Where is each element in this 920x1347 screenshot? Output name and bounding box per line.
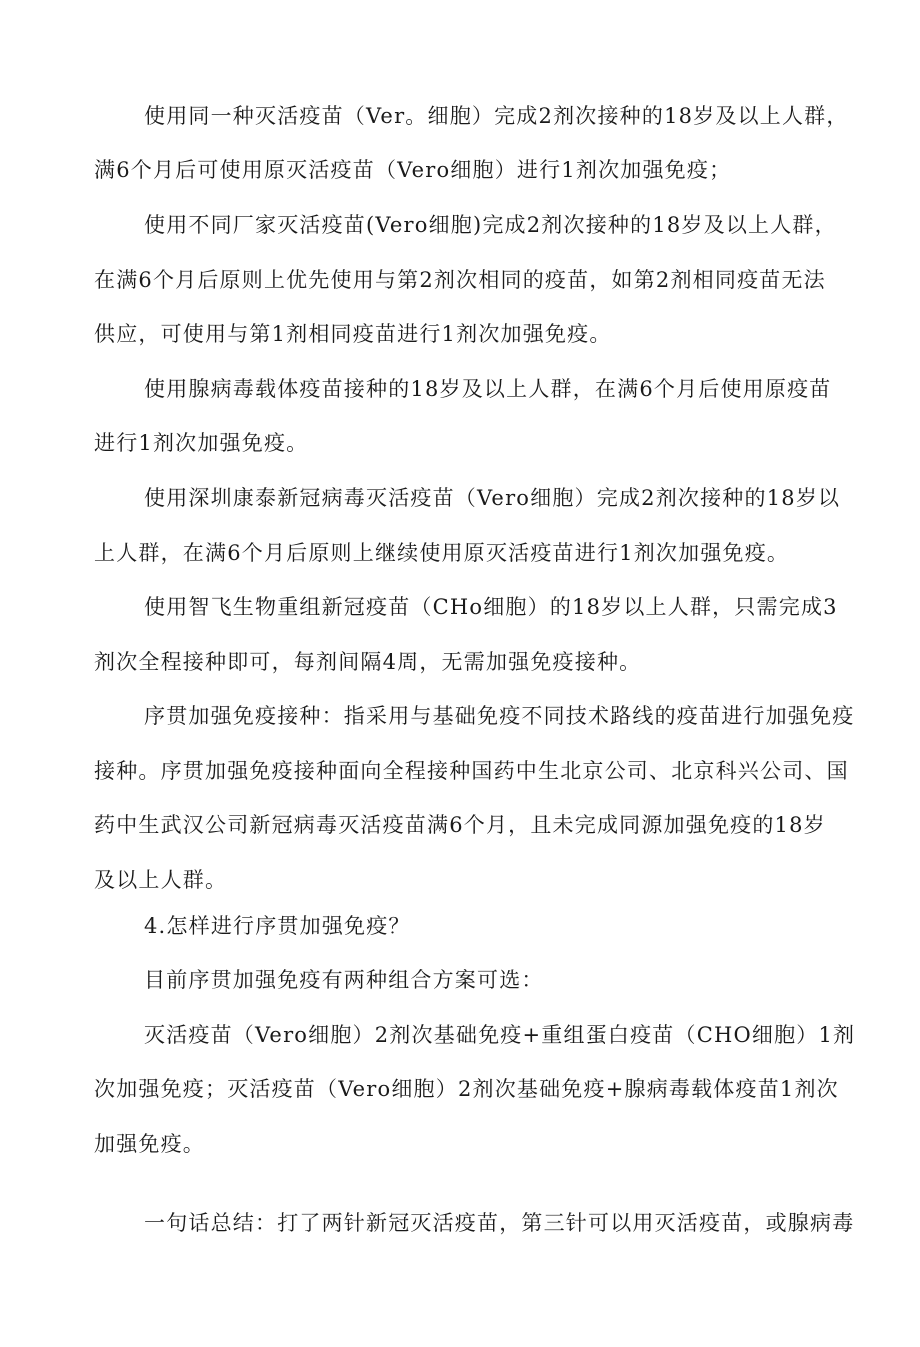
paragraph-line: 供应，可使用与第1剂相同疫苗进行1剂次加强免疫。 (94, 322, 612, 346)
paragraph-line: 及以上人群。 (94, 868, 228, 892)
paragraph-line: 加强免疫。 (94, 1132, 205, 1156)
paragraph-line: 进行1剂次加强免疫。 (94, 431, 309, 455)
paragraph-line: 满6个月后可使用原灭活疫苗（Vero细胞）进行1剂次加强免疫； (94, 158, 732, 182)
paragraph-line: 序贯加强免疫接种：指采用与基础免疫不同技术路线的疫苗进行加强免疫 (144, 704, 855, 728)
paragraph-line: 次加强免疫；灭活疫苗（Vero细胞）2剂次基础免疫+腺病毒载体疫苗1剂次 (94, 1077, 839, 1101)
paragraph-line: 使用不同厂家灭活疫苗(Vero细胞)完成2剂次接种的18岁及以上人群， (144, 213, 837, 237)
paragraph-line: 使用智飞生物重组新冠疫苗（CHo细胞）的18岁以上人群，只需完成3 (144, 595, 838, 619)
paragraph-line: 使用同一种灭活疫苗（Ver。细胞）完成2剂次接种的18岁及以上人群， (144, 104, 849, 128)
paragraph-line: 接种。序贯加强免疫接种面向全程接种国药中生北京公司、北京科兴公司、国 (94, 759, 849, 783)
paragraph-line: 使用深圳康泰新冠病毒灭活疫苗（Vero细胞）完成2剂次接种的18岁以 (144, 486, 841, 510)
paragraph-line: 药中生武汉公司新冠病毒灭活疫苗满6个月，且未完成同源加强免疫的18岁 (94, 813, 826, 837)
paragraph-line: 上人群，在满6个月后原则上继续使用原灭活疫苗进行1剂次加强免疫。 (94, 541, 790, 565)
section-heading: 4.怎样进行序贯加强免疫？ (144, 914, 411, 938)
paragraph-line: 目前序贯加强免疫有两种组合方案可选： (144, 968, 544, 992)
paragraph-line: 在满6个月后原则上优先使用与第2剂次相同的疫苗，如第2剂相同疫苗无法 (94, 268, 826, 292)
paragraph-line: 使用腺病毒载体疫苗接种的18岁及以上人群，在满6个月后使用原疫苗 (144, 377, 832, 401)
summary-line: 一句话总结：打了两针新冠灭活疫苗，第三针可以用灭活疫苗，或腺病毒 (144, 1211, 855, 1235)
paragraph-line: 灭活疫苗（Vero细胞）2剂次基础免疫+重组蛋白疫苗（CHO细胞）1剂 (144, 1023, 856, 1047)
paragraph-line: 剂次全程接种即可，每剂间隔4周，无需加强免疫接种。 (94, 650, 642, 674)
